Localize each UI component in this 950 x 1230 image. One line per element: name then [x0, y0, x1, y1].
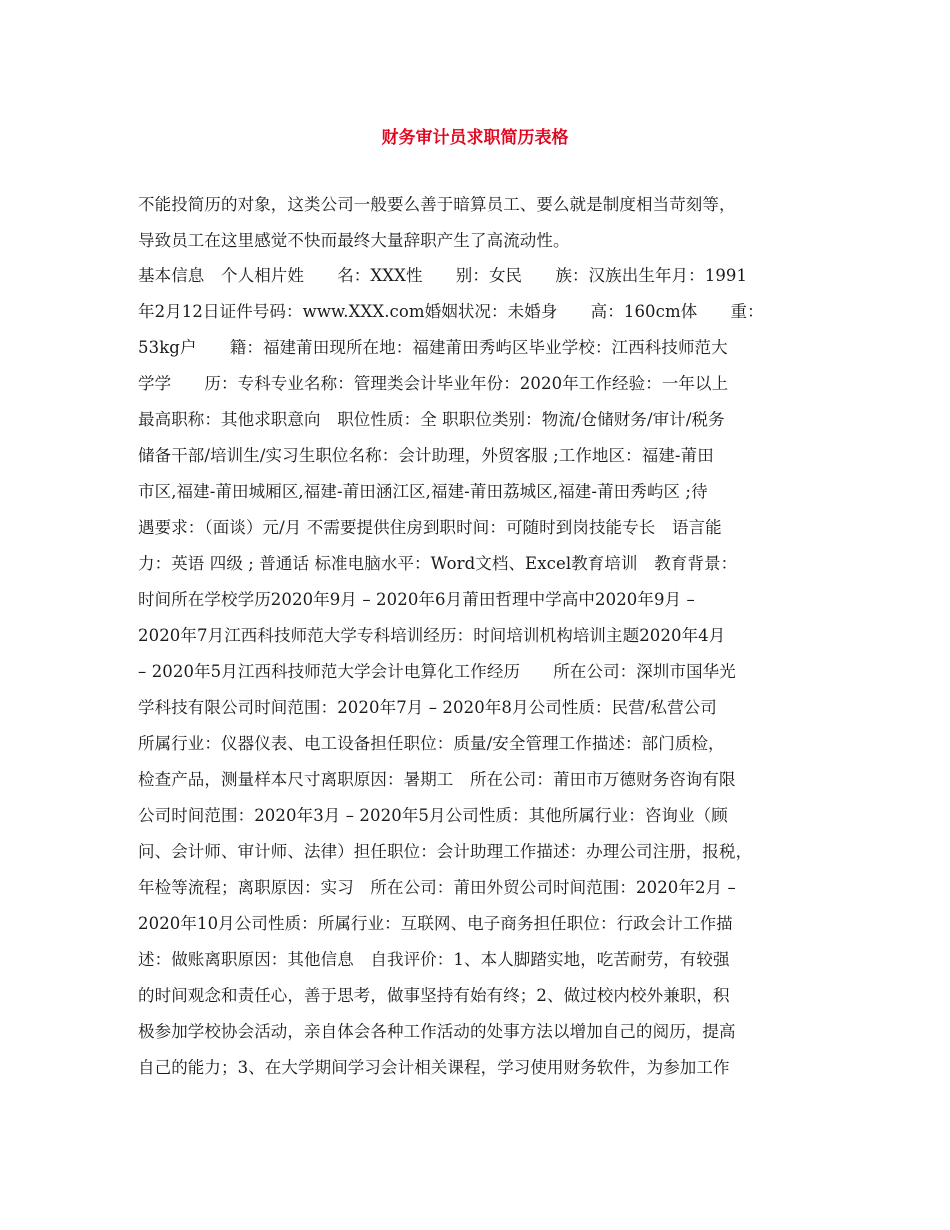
- body-line: 述：做账离职原因：其他信息 自我评价：1、本人脚踏实地，吃苦耐劳，有较强: [138, 950, 730, 969]
- body-line: 市区,福建-莆田城厢区,福建-莆田涵江区,福建-莆田荔城区,福建-莆田秀屿区 ;待: [138, 482, 708, 501]
- body-line: 的时间观念和责任心，善于思考，做事坚持有始有终；2、做过校内校外兼职，积: [138, 986, 730, 1005]
- body-line: 问、会计师、审计师、法律）担任职位：会计助理工作描述：办理公司注册，报税，: [138, 842, 753, 861]
- body-line: 基本信息 个人相片姓 名：XXX性 别：女民 族：汉族出生年月：1991: [138, 266, 748, 285]
- body-line: 最高职称：其他求职意向 职位性质：全 职职位类别：物流/仓储财务/审计/税务: [138, 410, 725, 429]
- body-line: 遇要求：（面谈）元/月 不需要提供住房到职时间：可随时到岗技能专长 语言能: [138, 518, 722, 537]
- body-line: 学科技有限公司时间范围：2020年7月 – 2020年8月公司性质：民营/私营公司: [138, 698, 717, 717]
- body-line: 力：英语 四级 ; 普通话 标准电脑水平：Word文档、Excel教育培训 教育背景：: [138, 554, 738, 573]
- body-line: 自己的能力；3、在大学期间学习会计相关课程，学习使用财务软件，为参加工作: [138, 1058, 730, 1077]
- body-line: 检查产品，测量样本尺寸离职原因：暑期工 所在公司：莆田市万德财务咨询有限: [138, 770, 736, 789]
- body-line: 年2月12日证件号码：www.XXX.com婚姻状况：未婚身 高：160cm体 重：: [138, 302, 764, 321]
- body-line: 储备干部/培训生/实习生职位名称：会计助理，外贸客服 ;工作地区：福建-莆田: [138, 446, 714, 465]
- document-title: 财务审计员求职简历表格: [381, 128, 569, 148]
- body-line: 学学 历：专科专业名称：管理类会计毕业年份：2020年工作经验：一年以上: [138, 374, 729, 393]
- body-line: 导致员工在这里感觉不快而最终大量辞职产生了高流动性。: [138, 231, 570, 250]
- body-line: – 2020年5月江西科技师范大学会计电算化工作经历 所在公司：深圳市国华光: [138, 662, 736, 681]
- body-line: 不能投简历的对象，这类公司一般要么善于暗算员工、要么就是制度相当苛刻等，: [138, 195, 736, 214]
- body-line: 53kg户 籍：福建莆田现所在地：福建莆田秀屿区毕业学校：江西科技师范大: [138, 338, 728, 357]
- body-line: 公司时间范围：2020年3月 – 2020年5月公司性质：其他所属行业：咨询业（顾: [138, 806, 728, 825]
- body-line: 时间所在学校学历2020年9月 – 2020年6月莆田哲理中学高中2020年9月 –: [138, 590, 695, 609]
- body-line: 2020年10月公司性质：所属行业：互联网、电子商务担任职位：行政会计工作描: [138, 914, 733, 933]
- body-line: 所属行业：仪器仪表、电工设备担任职位：质量/安全管理工作描述：部门质检，: [138, 734, 725, 753]
- body-line: 年检等流程；离职原因：实习 所在公司：莆田外贸公司时间范围：2020年2月 –: [138, 878, 736, 897]
- body-line: 极参加学校协会活动，亲自体会各种工作活动的处事方法以增加自己的阅历，提高: [138, 1022, 736, 1041]
- body-line: 2020年7月江西科技师范大学专科培训经历：时间培训机构培训主题2020年4月: [138, 626, 726, 645]
